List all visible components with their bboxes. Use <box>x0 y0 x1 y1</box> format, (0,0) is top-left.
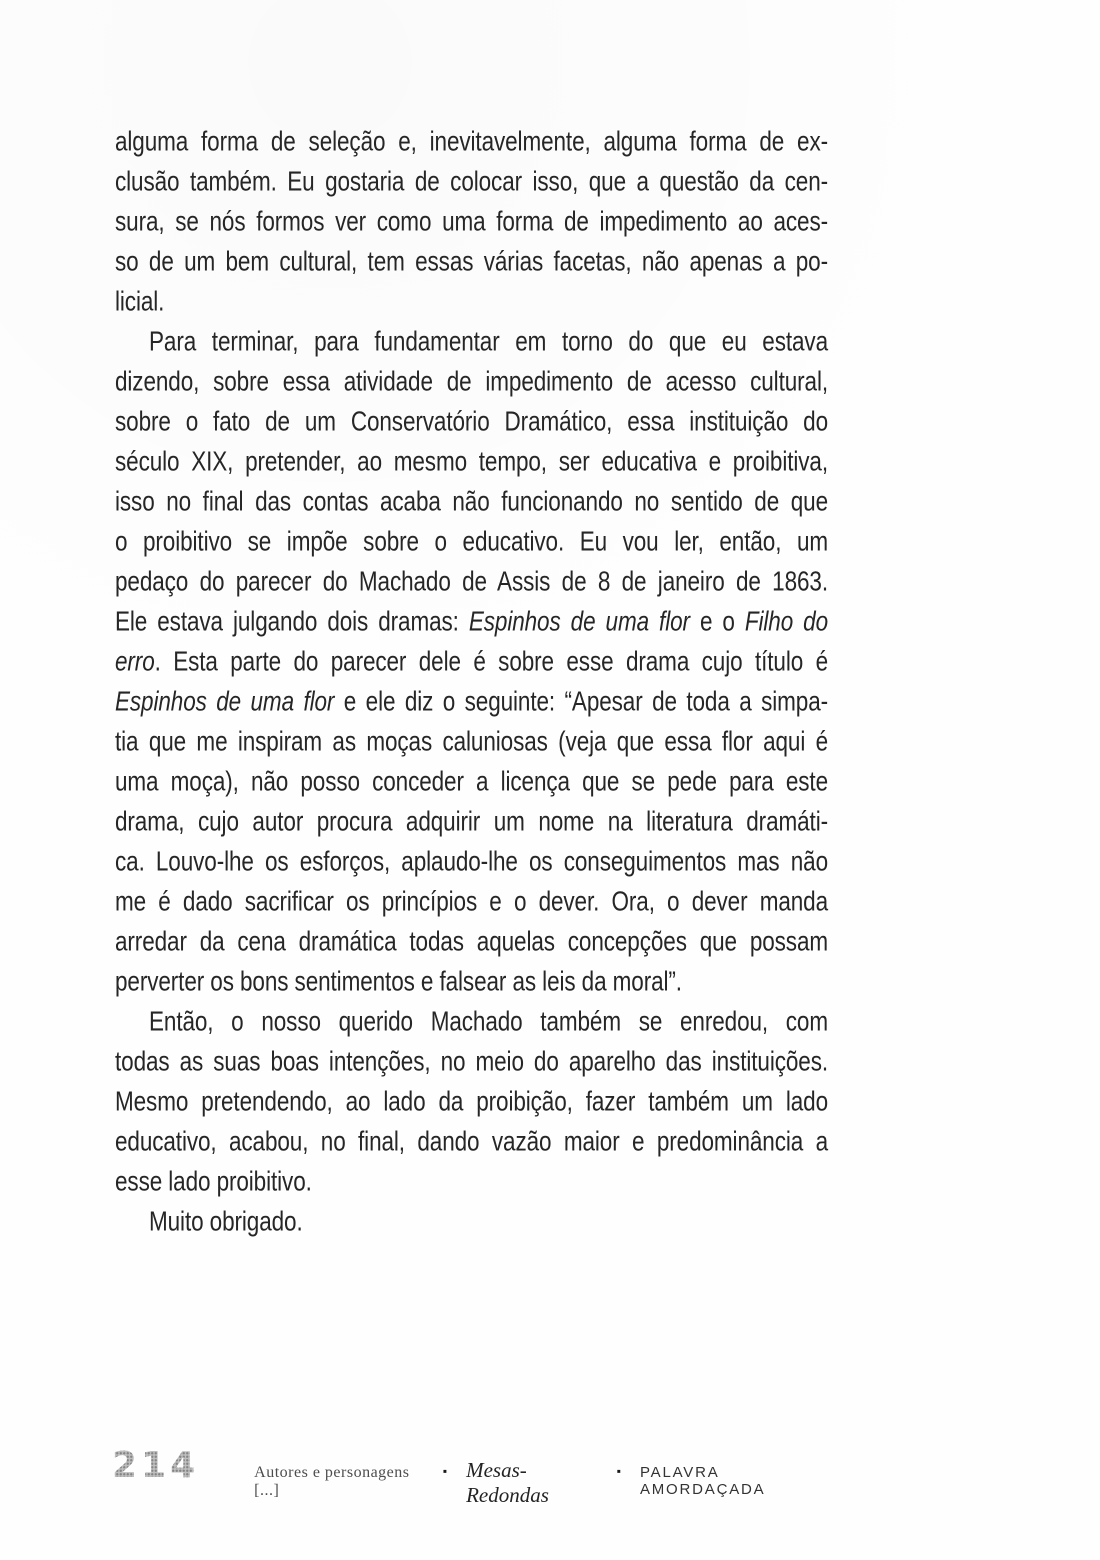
paragraph <box>115 122 828 322</box>
text-segment: Ele estava julgando dois dramas: <box>115 606 469 637</box>
text-line: século XIX, pretender, ao mesmo tempo, ser educativa e proibitiva, <box>115 446 828 477</box>
text-line: licial. <box>115 286 165 317</box>
text-line: tia que me inspiram as moças caluniosas (veja que essa flor aqui é <box>115 726 828 757</box>
square-bullet-icon: ▪ <box>616 1464 621 1478</box>
text-line: isso no final das contas acaba não funcionando no sentido de que <box>115 486 828 517</box>
page-number: 214 <box>112 1445 200 1486</box>
text-line: arredar da cena dramática todas aquelas concepções que possam <box>115 926 828 957</box>
italic-text-segment: Espinhos de uma flor <box>468 606 690 637</box>
footer-book-title: Mesas-Redondas <box>466 1458 549 1507</box>
text-line: Então, o nosso querido Machado também se enredou, com <box>149 1006 828 1037</box>
text-line: pedaço do parecer do Machado de Assis de 8 de janeiro de 1863. <box>115 566 828 597</box>
text-line: todas as suas boas intenções, no meio do aparelho das instituições. <box>115 1046 828 1077</box>
text-line: Mesmo pretendendo, ao lado da proibição, fazer também um lado <box>115 1086 828 1117</box>
text-line: o proibitivo se impõe sobre o educativo. Eu vou ler, então, um <box>115 526 828 557</box>
text-line: esse lado proibitivo. <box>115 1166 312 1197</box>
text-segment: e o <box>689 606 745 637</box>
text-line: clusão também. Eu gostaria de colocar isso, que a questão da cen- <box>115 166 828 197</box>
text-line: ca. Louvo-lhe os esforços, aplaudo-lhe os conseguimentos mas não <box>115 846 828 877</box>
text-line: perverter os bons sentimentos e falsear as leis da moral”. <box>115 966 682 997</box>
text-line: sobre o fato de um Conservatório Dramático, essa instituição do <box>115 406 828 437</box>
page-text-block <box>115 122 828 1242</box>
square-bullet-icon: ▪ <box>442 1464 448 1478</box>
text-line: drama, cujo autor procura adquirir um nome na literatura dramáti- <box>115 806 828 837</box>
italic-text-segment: Espinhos de uma flor <box>115 686 335 717</box>
text-line: educativo, acabou, no final, dando vazão maior e predominância a <box>115 1126 828 1157</box>
text-line: Muito obrigado. <box>149 1206 303 1237</box>
page-footer <box>112 1445 832 1508</box>
text-line: dizendo, sobre essa atividade de impedimento de acesso cultural, <box>115 366 828 397</box>
text-segment: . Esta parte do parecer dele é sobre esse drama cujo título é <box>154 646 828 677</box>
italic-text-segment: Filho do <box>744 606 828 637</box>
italic-text-segment: erro <box>115 646 155 677</box>
text-segment: e ele diz o seguinte: “Apesar de toda a simpa- <box>334 686 828 717</box>
text-line: alguma forma de seleção e, inevitavelmente, alguma forma de ex- <box>115 126 828 157</box>
text-line: uma moça), não posso conceder a licença que se pede para este <box>115 766 828 797</box>
paragraph <box>115 322 828 1002</box>
footer-series-title: PALAVRA AMORDAÇADA <box>639 1464 766 1498</box>
text-line: Para terminar, para fundamentar em torno do que eu estava <box>149 326 828 357</box>
paragraph <box>115 1002 828 1202</box>
text-line: so de um bem cultural, tem essas várias facetas, não apenas a po- <box>115 246 828 277</box>
paragraph <box>115 1202 828 1242</box>
footer-section-label: Autores e personagens [...] <box>254 1464 410 1499</box>
text-line: sura, se nós formos ver como uma forma de impedimento ao aces- <box>115 206 828 237</box>
text-line: me é dado sacrificar os princípios e o dever. Ora, o dever manda <box>115 886 828 917</box>
